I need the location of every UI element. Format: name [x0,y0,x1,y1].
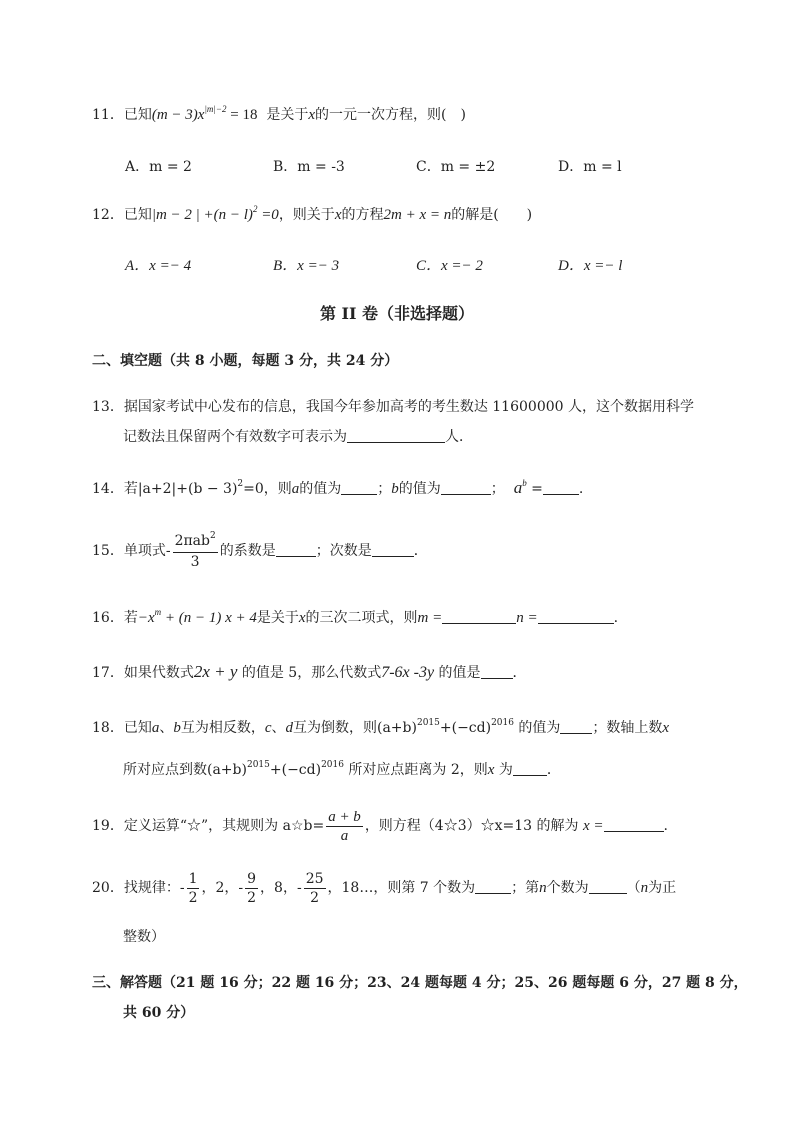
option-b: B．m = -3 [273,159,345,175]
math-expression: + (n − 1) x + 4 [161,610,257,626]
question-11 [92,105,466,126]
x-label: x = [582,818,604,834]
answer-blank [475,879,511,894]
exponent: b [522,478,527,488]
question-text: . [613,610,619,626]
answer-blank [372,542,414,557]
question-text: 、 [159,720,174,736]
numerator-text: 2πab [174,532,210,549]
question-text: 如果代数式 [123,665,194,681]
question-text: 据国家考试中心发布的信息，我国今年参加高考的考生数达 11600000 人，这个数据用科学 [123,399,694,415]
math-variable: a [291,481,300,497]
math-variable: d [285,720,293,736]
question-number: 19． [92,818,124,834]
math-expression: 7-6x -3y [381,664,435,681]
question-text: ；次数是 [315,543,372,559]
question-text: 、 [271,720,286,736]
answer-blank [441,480,491,495]
math-variable: x [662,720,670,736]
question-text: ，8，- [260,880,302,896]
exponent: m [154,607,162,617]
question-text: 的值是 [438,665,481,681]
exponent: 2 [209,530,216,541]
question-text: 的系数是 [219,543,276,559]
math-variable: x [334,207,342,223]
question-14 [92,478,583,501]
exponent: 2016 [491,718,514,728]
question-text: ． [512,665,527,681]
question-text: = [531,481,543,497]
answer-blank [538,609,614,624]
question-text: ； [377,481,392,497]
math-equation: 2m + x = n [383,207,452,223]
math-variable: b [173,720,181,736]
question-number: 20． [92,880,124,896]
question-20-line2: 整数） [123,929,165,945]
exponent: 2 [252,204,258,214]
exponent: 2 [237,479,244,489]
question-13 [92,397,694,417]
answer-blank [604,817,664,832]
fraction [187,870,200,907]
answer-blank [589,879,627,894]
exponent: 2015 [416,718,440,728]
answer-blank [276,542,316,557]
question-number: 16． [92,610,124,626]
question-text: 若|a+2|+(b − 3) [123,481,238,497]
math-expression: −x [137,610,155,626]
question-text: ，2，- [201,880,244,896]
question-text: 为 [498,762,513,778]
question-text: 是关于 [256,610,299,626]
math-expression: (m − 3) [151,107,198,123]
question-text: +(−cd) [269,762,322,778]
question-text: 所对应点到数(a+b) [123,762,247,778]
question-text: 记数法且保留两个有效数字可表示为 [123,429,347,445]
question-18-line2 [123,760,561,782]
question-text: ，则方程（4☆3）☆x=13 的解为 [364,818,579,834]
math-variable: x [298,610,306,626]
question-text: ； [490,481,505,497]
fraction [245,870,258,907]
math-expression: 2x + y [193,662,238,681]
math-variable: x [487,762,495,778]
question-text: ． [413,543,428,559]
question-text: 是关于 [266,107,309,123]
question-text: 的值为 [299,481,342,497]
question-text: . [663,818,668,834]
section-header: 三、解答题（21 题 16 分；22 题 16 分；23、24 题每题 4 分；25、26 题每题 6 分，27 题 8 分， [92,975,748,991]
fraction-numerator: a + b [328,808,361,825]
question-text: 定义运算“☆”，其规则为 a☆b= [123,818,325,834]
option-a: A．m = 2 [125,159,192,175]
question-text: =0，则 [243,481,292,497]
question-number: 17． [92,665,124,681]
answer-blank [341,480,377,495]
question-number: 18． [92,720,124,736]
math-variable: a [151,720,160,736]
question-text: ，18…，则第 7 个数为 [327,880,476,896]
question-text: 为正 [648,880,677,896]
question-text: 的一元一次方程，则( ) [315,107,466,123]
m-label: m = [417,610,443,626]
question-text: 的值为 [518,720,561,736]
question-13-line2 [123,427,473,447]
question-number: 15． [92,543,124,559]
question-text: 人． [445,429,473,445]
option-c: C．x =− 2 [416,258,483,274]
question-text: 已知 [123,207,152,223]
exponent: |m|−2 [204,104,227,114]
answer-blank [442,609,516,624]
question-text: 已知 [123,107,152,123]
question-text: 个数为 [546,880,589,896]
exponent: 2015 [246,760,270,770]
section-title: 第 II 卷（非选择题） [319,304,475,323]
question-number: 12． [92,207,124,223]
question-text: ，则关于 [278,207,335,223]
question-text: ． [546,762,561,778]
question-text: ；数轴上数 [592,720,663,736]
answer-blank [513,761,547,776]
math-variable: n [539,880,547,896]
fraction-denominator: 2 [310,889,320,906]
answer-blank [481,664,513,679]
question-text: 已知 [123,720,152,736]
question-text: +(−cd) [439,720,492,736]
n-label: n = [516,610,538,626]
question-text: ；第 [511,880,540,896]
fraction-denominator: 3 [190,553,200,570]
question-number: 11． [92,107,124,123]
question-text: 的方程 [341,207,384,223]
fraction-numerator [173,532,218,553]
math-variable: x [308,107,316,123]
fraction-denominator: 2 [188,889,198,906]
section-header-line2: 共 60 分） [123,1005,195,1021]
question-text: 若 [123,610,138,626]
fraction-denominator: a [340,827,349,844]
question-text: 的值为 [398,481,441,497]
question-19 [92,800,668,852]
math-variable: b [391,481,399,497]
question-text: 单项式- [123,543,171,559]
question-15 [92,525,428,577]
question-text: 所对应点距离为 2，则 [348,762,488,778]
option-d: D．m = l [558,159,622,175]
fraction [326,808,363,845]
question-number: 13． [92,399,124,415]
question-12 [92,205,532,226]
fraction-numerator: 1 [188,870,198,887]
question-16 [92,608,618,629]
math-equals: =0 [257,207,279,223]
question-text: 的三次二项式，则 [305,610,418,626]
question-text: . [578,481,584,497]
fraction-numerator: 9 [247,870,257,887]
answer-blank [560,719,592,734]
math-equals: = 18 [226,107,258,123]
fraction-denominator: 2 [247,889,257,906]
math-variable: a [513,478,523,497]
option-a: A．x =− 4 [125,258,192,274]
fraction-numerator: 25 [305,870,324,887]
option-b: B．x =− 3 [273,258,340,274]
question-text: 互为相反数， [180,720,265,736]
section-header: 二、填空题（共 8 小题，每题 3 分，共 24 分） [92,353,399,369]
math-variable: x [197,107,205,123]
option-d: D．x =− l [558,258,623,274]
math-expression: |m − 2 | +(n − l) [151,207,253,223]
fraction [173,532,218,571]
question-text: 的解是( ) [451,207,533,223]
math-variable: c [264,720,272,736]
question-text: 互为倒数，则(a+b) [293,720,417,736]
question-text: （ [626,880,641,896]
question-17 [92,662,527,683]
answer-blank [347,428,445,443]
question-18 [92,718,669,740]
fraction [304,870,326,907]
answer-blank [543,480,579,495]
option-c: C．m = ±2 [416,159,496,175]
question-number: 14． [92,481,124,497]
exponent: 2016 [321,760,344,770]
question-20 [92,862,676,914]
question-text: 的值是 5，那么代数式 [241,665,382,681]
question-text: 找规律：- [123,880,185,896]
math-variable: n [640,880,649,896]
